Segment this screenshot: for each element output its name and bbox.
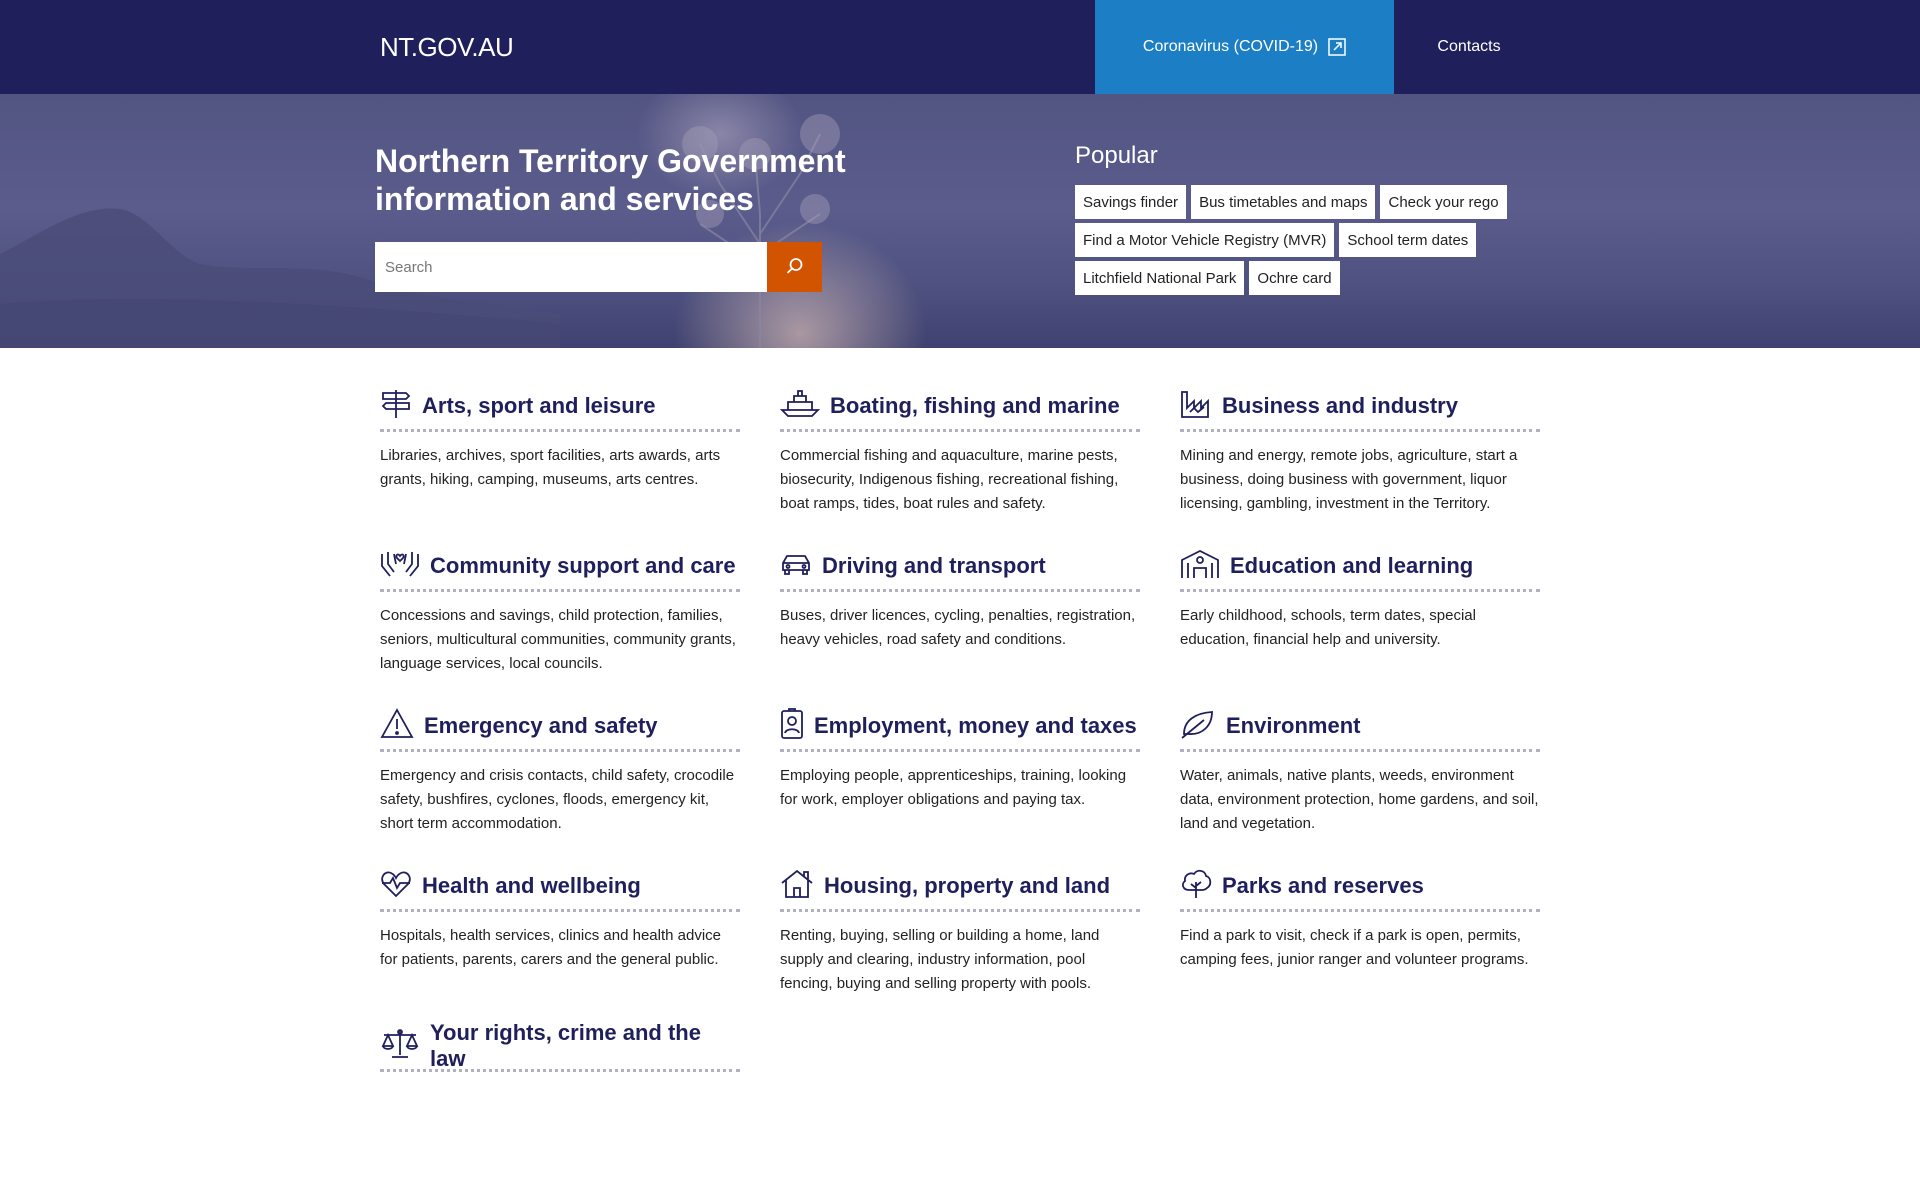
category-title: Your rights, crime and the law (430, 1020, 701, 1071)
category-card (380, 543, 740, 703)
tree-icon (1180, 868, 1212, 905)
category-description: Commercial fishing and aquaculture, marine pests, biosecurity, Indigenous fishing, recreational fishing, boat ramps, tides, boat rules and safety. (780, 447, 1119, 512)
category-title: Arts, sport and leisure (422, 393, 656, 418)
category-description: Employing people, apprenticeships, training, looking for work, employer obligations and paying tax. (780, 767, 1127, 808)
car-icon (780, 548, 812, 585)
scales-icon (380, 1028, 420, 1065)
search-form (375, 242, 822, 292)
category-link-environment[interactable] (1180, 703, 1540, 752)
category-card (1180, 703, 1540, 863)
school-icon (1180, 548, 1220, 585)
category-description: Find a park to visit, check if a park is open, permits, camping fees, junior ranger and volunteer programs. (1180, 927, 1529, 968)
category-link-boating[interactable] (780, 383, 1140, 432)
site-logo-link[interactable]: NT.GOV.AU (380, 32, 514, 62)
category-link-law[interactable] (380, 1020, 740, 1072)
category-card (380, 703, 740, 863)
category-description: Hospitals, health services, clinics and health advice for patients, parents, carers and the general public. (380, 927, 722, 968)
category-grid (380, 383, 1540, 1183)
contacts-link[interactable]: Contacts (1437, 38, 1501, 55)
heartbeat-icon (380, 868, 412, 905)
category-link-emergency[interactable] (380, 703, 740, 752)
warning-icon (380, 708, 414, 745)
hero-banner (0, 94, 1920, 348)
factory-icon (1180, 388, 1212, 425)
popular-links (1075, 185, 1515, 295)
search-icon (786, 257, 804, 278)
popular-link[interactable]: Bus timetables and maps (1191, 185, 1375, 219)
category-title: Parks and reserves (1222, 873, 1424, 898)
category-title: Education and learning (1230, 553, 1474, 578)
covid-link-label: Coronavirus (COVID-19) (1142, 38, 1319, 55)
search-button[interactable] (767, 242, 822, 292)
category-link-parks[interactable] (1180, 863, 1540, 912)
category-link-health[interactable] (380, 863, 740, 912)
search-input[interactable] (375, 242, 767, 292)
category-link-driving[interactable] (780, 543, 1140, 592)
category-title: Community support and care (430, 553, 736, 578)
category-title: Employment, money and taxes (814, 713, 1137, 738)
category-title: Business and industry (1222, 393, 1458, 418)
hands-icon (380, 548, 420, 585)
id-badge-icon (780, 708, 804, 745)
house-icon (780, 868, 814, 905)
category-description: Renting, buying, selling or building a home, land supply and clearing, industry information, pool fencing, buying and selling property with pools. (780, 927, 1100, 992)
popular-heading: Popular (1075, 142, 1158, 169)
category-card (1180, 863, 1540, 1023)
popular-link[interactable]: School term dates (1339, 223, 1476, 257)
category-card (1180, 383, 1540, 543)
popular-link[interactable]: Litchfield National Park (1075, 261, 1244, 295)
popular-link[interactable]: Ochre card (1249, 261, 1339, 295)
category-card (780, 703, 1140, 863)
signpost-icon (380, 388, 412, 425)
boat-icon (780, 388, 820, 425)
popular-link[interactable]: Find a Motor Vehicle Registry (MVR) (1075, 223, 1334, 257)
category-title: Boating, fishing and marine (830, 393, 1120, 418)
category-title: Housing, property and land (824, 873, 1111, 898)
category-link-business[interactable] (1180, 383, 1540, 432)
category-description: Mining and energy, remote jobs, agriculture, start a business, doing business with government, liquor licensing, gambling, investment in the Territory. (1180, 447, 1518, 512)
page-title: Northern Territory Government information and services (375, 143, 846, 217)
hero-tree-image (580, 94, 940, 348)
category-card (1180, 543, 1540, 703)
site-header (0, 0, 1920, 94)
category-title: Environment (1226, 713, 1361, 738)
category-link-community[interactable] (380, 543, 740, 592)
external-link-icon (1328, 38, 1346, 56)
category-title: Health and wellbeing (422, 873, 641, 898)
category-card (380, 383, 740, 543)
category-description: Buses, driver licences, cycling, penalties, registration, heavy vehicles, road safety and conditions. (780, 607, 1136, 648)
category-link-arts[interactable] (380, 383, 740, 432)
category-description: Libraries, archives, sport facilities, arts awards, arts grants, hiking, camping, museums, arts centres. (380, 447, 721, 488)
category-description: Early childhood, schools, term dates, special education, financial help and university. (1180, 607, 1476, 648)
category-card (780, 543, 1140, 703)
category-card (780, 383, 1140, 543)
category-description: Concessions and savings, child protection, families, seniors, multicultural communities, community grants, language services, local councils. (380, 607, 736, 672)
category-card (380, 1020, 740, 1183)
category-card (780, 863, 1140, 1023)
category-card (380, 863, 740, 1023)
category-link-employment[interactable] (780, 703, 1140, 752)
popular-link[interactable]: Check your rego (1380, 185, 1506, 219)
popular-link[interactable]: Savings finder (1075, 185, 1186, 219)
leaf-icon (1180, 708, 1216, 745)
category-title: Emergency and safety (424, 713, 658, 738)
category-description: Emergency and crisis contacts, child safety, crocodile safety, bushfires, cyclones, floods, emergency kit, short term accommodation. (380, 767, 735, 832)
category-description: Water, animals, native plants, weeds, environment data, environment protection, home gardens, and soil, land and vegetation. (1180, 767, 1539, 832)
category-link-education[interactable] (1180, 543, 1540, 592)
category-link-housing[interactable] (780, 863, 1140, 912)
covid-link[interactable] (1095, 0, 1394, 94)
category-title: Driving and transport (822, 553, 1046, 578)
